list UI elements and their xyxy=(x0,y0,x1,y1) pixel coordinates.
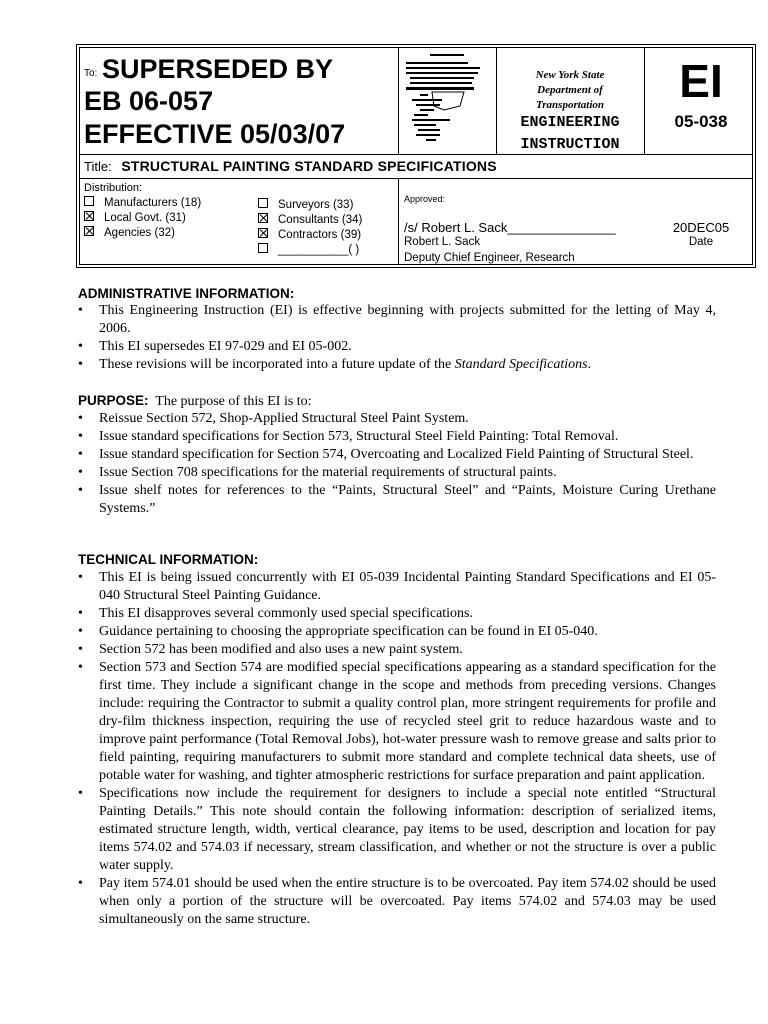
date-label: Date xyxy=(688,236,714,248)
divider xyxy=(644,48,645,154)
list-item: • Section 572 has been modified and also uses a new paint system. xyxy=(78,641,716,659)
list-item: • Issue Section 708 specifications for the material requirements of structural paints. xyxy=(78,464,716,482)
approved-label: Approved: xyxy=(404,194,446,204)
superseded-line-2: EB 06-057 xyxy=(84,86,214,116)
nysdot-logo xyxy=(402,52,492,148)
list-item: • Issue shelf notes for references to the “Paints, Structural Steel” and “Paints, Moisture Curing Urethane Systems.” xyxy=(78,482,716,518)
ei-code: EI xyxy=(679,55,723,107)
distribution-item-label: Manufacturers (18) xyxy=(104,197,202,209)
agency-line: New York State xyxy=(535,69,605,81)
purpose-intro-line xyxy=(78,392,716,411)
distribution-item-label: Consultants (34) xyxy=(278,214,363,226)
list-item: • Specifications now include the requirement for designers to include a special note entitled “Structural Painting Details.” This note should contain the following information: description of serialized items, estimated structure length, width, vertical clearance, pay items to be used, description and location for pay items 574.02 and 574.03 if necessary, stream classification, and whether or not the structure is over a public water supply. xyxy=(78,785,716,875)
agency-line: Transportation xyxy=(535,99,605,111)
header-box xyxy=(76,44,756,268)
title-value: STRUCTURAL PAINTING STANDARD SPECIFICATIONS xyxy=(121,158,497,174)
list-item: • Guidance pertaining to choosing the appropriate specification can be found in EI 05-040. xyxy=(78,623,716,641)
distribution-item-label: Local Govt. (31) xyxy=(104,212,186,224)
document-type xyxy=(500,112,640,156)
list-item-text: These revisions will be incorporated into a future update of the xyxy=(99,357,455,372)
distribution-item xyxy=(84,196,201,211)
list-item: • Section 573 and Section 574 are modified special specifications appearing as a standard specification for the first time. They include a significant change in the scope and methods from preceding versions. Changes include: requiring the Contractor to submit a quality control plan, more stringent requirements for profile and dry-film thickness inspection, requiring the use of recycled steel grit to reduce hazardous waste and to improve paint performance (Total Removal Jobs), hot-water pressure wash to remove grease and salts prior to field painting, requiring manufacturers to submit more standard and complete technical data sheets, use of potable water for washing, and tighter atmospheric restrictions for surface preparation and paint application. xyxy=(78,659,716,785)
list-item: • Issue standard specifications for Section 573, Structural Steel Field Painting: Total Removal. xyxy=(78,428,716,446)
checkbox-unchecked xyxy=(258,198,268,208)
purpose-section xyxy=(78,410,716,518)
doc-type-line: INSTRUCTION xyxy=(520,136,620,153)
agency-name xyxy=(500,68,640,113)
agency-line: Department of xyxy=(537,84,603,96)
admin-heading: ADMINISTRATIVE INFORMATION: xyxy=(78,286,295,301)
header-inner-border xyxy=(79,47,753,265)
list-item: • Reissue Section 572, Shop-Applied Structural Steel Paint System. xyxy=(78,410,716,428)
distribution-item-label: Contractors (39) xyxy=(278,229,362,241)
checkbox-checked xyxy=(258,228,268,238)
distribution-item-label: Surveyors (33) xyxy=(278,199,354,211)
technical-section xyxy=(78,569,716,929)
distribution-item xyxy=(84,226,175,241)
distribution-item xyxy=(258,243,359,258)
superseded-line-1: SUPERSEDED BY xyxy=(102,54,334,84)
divider xyxy=(80,178,752,179)
divider xyxy=(398,178,399,264)
list-item: • This Engineering Instruction (EI) is effective beginning with projects submitted for the letting of May 4, 2006. xyxy=(78,302,716,338)
signer-name: Robert L. Sack xyxy=(404,236,481,248)
checkbox-checked xyxy=(84,226,94,236)
list-item: • Issue standard specification for Section 574, Overcoating and Localized Field Painting of Structural Steel. xyxy=(78,446,716,464)
technical-heading: TECHNICAL INFORMATION: xyxy=(78,552,259,567)
signer-title: Deputy Chief Engineer, Research xyxy=(404,252,575,264)
purpose-heading: PURPOSE: xyxy=(78,393,149,408)
divider xyxy=(398,48,399,154)
doc-type-line: ENGINEERING xyxy=(520,114,620,131)
distribution-item xyxy=(258,213,362,228)
checkbox-unchecked xyxy=(84,196,94,206)
title-label: Title: xyxy=(84,159,112,174)
distribution-item xyxy=(258,228,361,243)
title-row xyxy=(82,156,497,177)
list-item: • This EI supersedes EI 97-029 and EI 05-002. xyxy=(78,338,716,356)
ei-number: 05-038 xyxy=(674,112,728,131)
list-item: • This EI disapproves several commonly used special specifications. xyxy=(78,605,716,623)
admin-section xyxy=(78,302,716,374)
divider xyxy=(496,48,497,154)
purpose-intro: The purpose of this EI is to: xyxy=(148,394,312,409)
punctuation: . xyxy=(587,357,592,372)
checkbox-checked xyxy=(84,211,94,221)
to-label: To: xyxy=(84,68,98,79)
list-item: • Pay item 574.01 should be used when the entire structure is to be overcoated. Pay item 574.02 should be used when only a portion of the structure will be overcoated. Pay items 574.02 and 574.03 may be used simultaneously on the same structure. xyxy=(78,875,716,929)
date-value: 20DEC05 xyxy=(672,220,730,235)
checkbox-checked xyxy=(258,213,268,223)
distribution-item xyxy=(258,198,353,213)
distribution-label: Distribution: xyxy=(84,182,143,194)
italic-reference: Standard Specifications xyxy=(454,357,588,372)
divider xyxy=(80,154,752,155)
list-item: • This EI is being issued concurrently with EI 05-039 Incidental Painting Standard Specifications and EI 05-040 Structural Steel Painting Guidance. xyxy=(78,569,716,605)
distribution-item xyxy=(84,211,186,226)
signature: /s/ Robert L. Sack_______________ xyxy=(404,220,616,235)
distribution-item-label: Agencies (32) xyxy=(104,227,175,239)
list-item xyxy=(78,356,716,374)
superseded-line-3: EFFECTIVE 05/03/07 xyxy=(84,119,346,149)
checkbox-unchecked xyxy=(258,243,268,253)
distribution-item-label: ___________( ) xyxy=(278,244,360,256)
